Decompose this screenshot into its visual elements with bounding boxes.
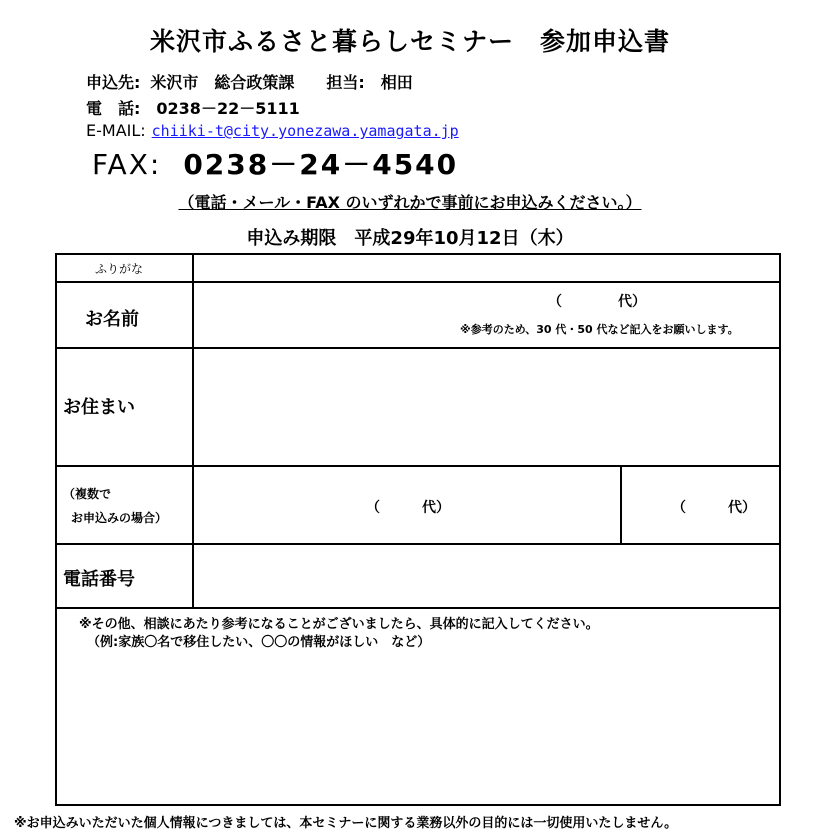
- telephone-value: 0238－22－5111: [156, 99, 300, 118]
- address-row: [57, 349, 779, 467]
- address-label: お住まい: [63, 397, 135, 418]
- email-label: E-MAIL:: [86, 121, 146, 140]
- address-field[interactable]: [194, 349, 779, 465]
- address-label-cell: [57, 349, 194, 465]
- fax-label: FAX:: [92, 148, 162, 181]
- column-divider: [620, 467, 622, 543]
- age-placeholder-1: （ 代）: [366, 500, 450, 516]
- remarks-row[interactable]: [57, 609, 779, 804]
- furigana-row: [57, 255, 779, 283]
- furigana-field[interactable]: [194, 255, 779, 281]
- name-label: お名前: [85, 309, 139, 330]
- age-placeholder: （ 代）: [548, 294, 646, 310]
- multiple-label-line2: お申込みの場合）: [71, 511, 168, 525]
- destination-value: 米沢市 総合政策課 担当: 相田: [150, 73, 413, 92]
- email-link[interactable]: chiiki-t@city.yonezawa.yamagata.jp: [151, 122, 459, 140]
- remarks-instruction: ※その他、相談にあたり参考になることがございましたら、具体的に記入してください。: [79, 617, 599, 632]
- fax-line: [92, 143, 458, 183]
- name-field[interactable]: [194, 283, 779, 347]
- privacy-notice: ※お申込みいただいた個人情報につきましては、本セミナーに関する業務以外の目的には一切使用いたしません。: [14, 816, 678, 831]
- application-notice-text: （電話・メール・FAX のいずれかで事前にお申込みください。）: [178, 193, 642, 212]
- name-label-cell: [57, 283, 194, 347]
- page-title: 米沢市ふるさと暮らしセミナー 参加申込書: [149, 27, 670, 56]
- name-row: [57, 283, 779, 349]
- telephone-label: 電 話:: [86, 99, 141, 118]
- application-form: [55, 253, 781, 806]
- email-line: [86, 121, 459, 140]
- phone-row: [57, 545, 779, 609]
- phone-label-cell: [57, 545, 194, 607]
- deadline: 申込み期限 平成29年10月12日（木）: [246, 228, 574, 249]
- fax-value: 0238－24－4540: [183, 148, 459, 181]
- telephone-line: [86, 96, 300, 119]
- phone-label: 電話番号: [63, 569, 135, 590]
- multiple-applicants-field[interactable]: [194, 467, 779, 543]
- age-placeholder-2: （ 代）: [672, 500, 756, 516]
- phone-field[interactable]: [194, 545, 779, 607]
- multiple-applicants-row: [57, 467, 779, 545]
- furigana-label: ふりがな: [95, 262, 144, 276]
- multiple-label-line1: （複数で: [63, 487, 112, 501]
- furigana-label-cell: [57, 255, 194, 281]
- application-notice: [0, 190, 820, 213]
- age-note: ※参考のため、30 代・50 代など記入をお願いします。: [460, 323, 739, 336]
- multiple-label-cell: [57, 467, 194, 543]
- remarks-example: （例:家族〇名で移住したい、〇〇の情報がほしい など）: [87, 635, 431, 650]
- destination-line: [86, 70, 413, 93]
- destination-label: 申込先:: [86, 73, 141, 92]
